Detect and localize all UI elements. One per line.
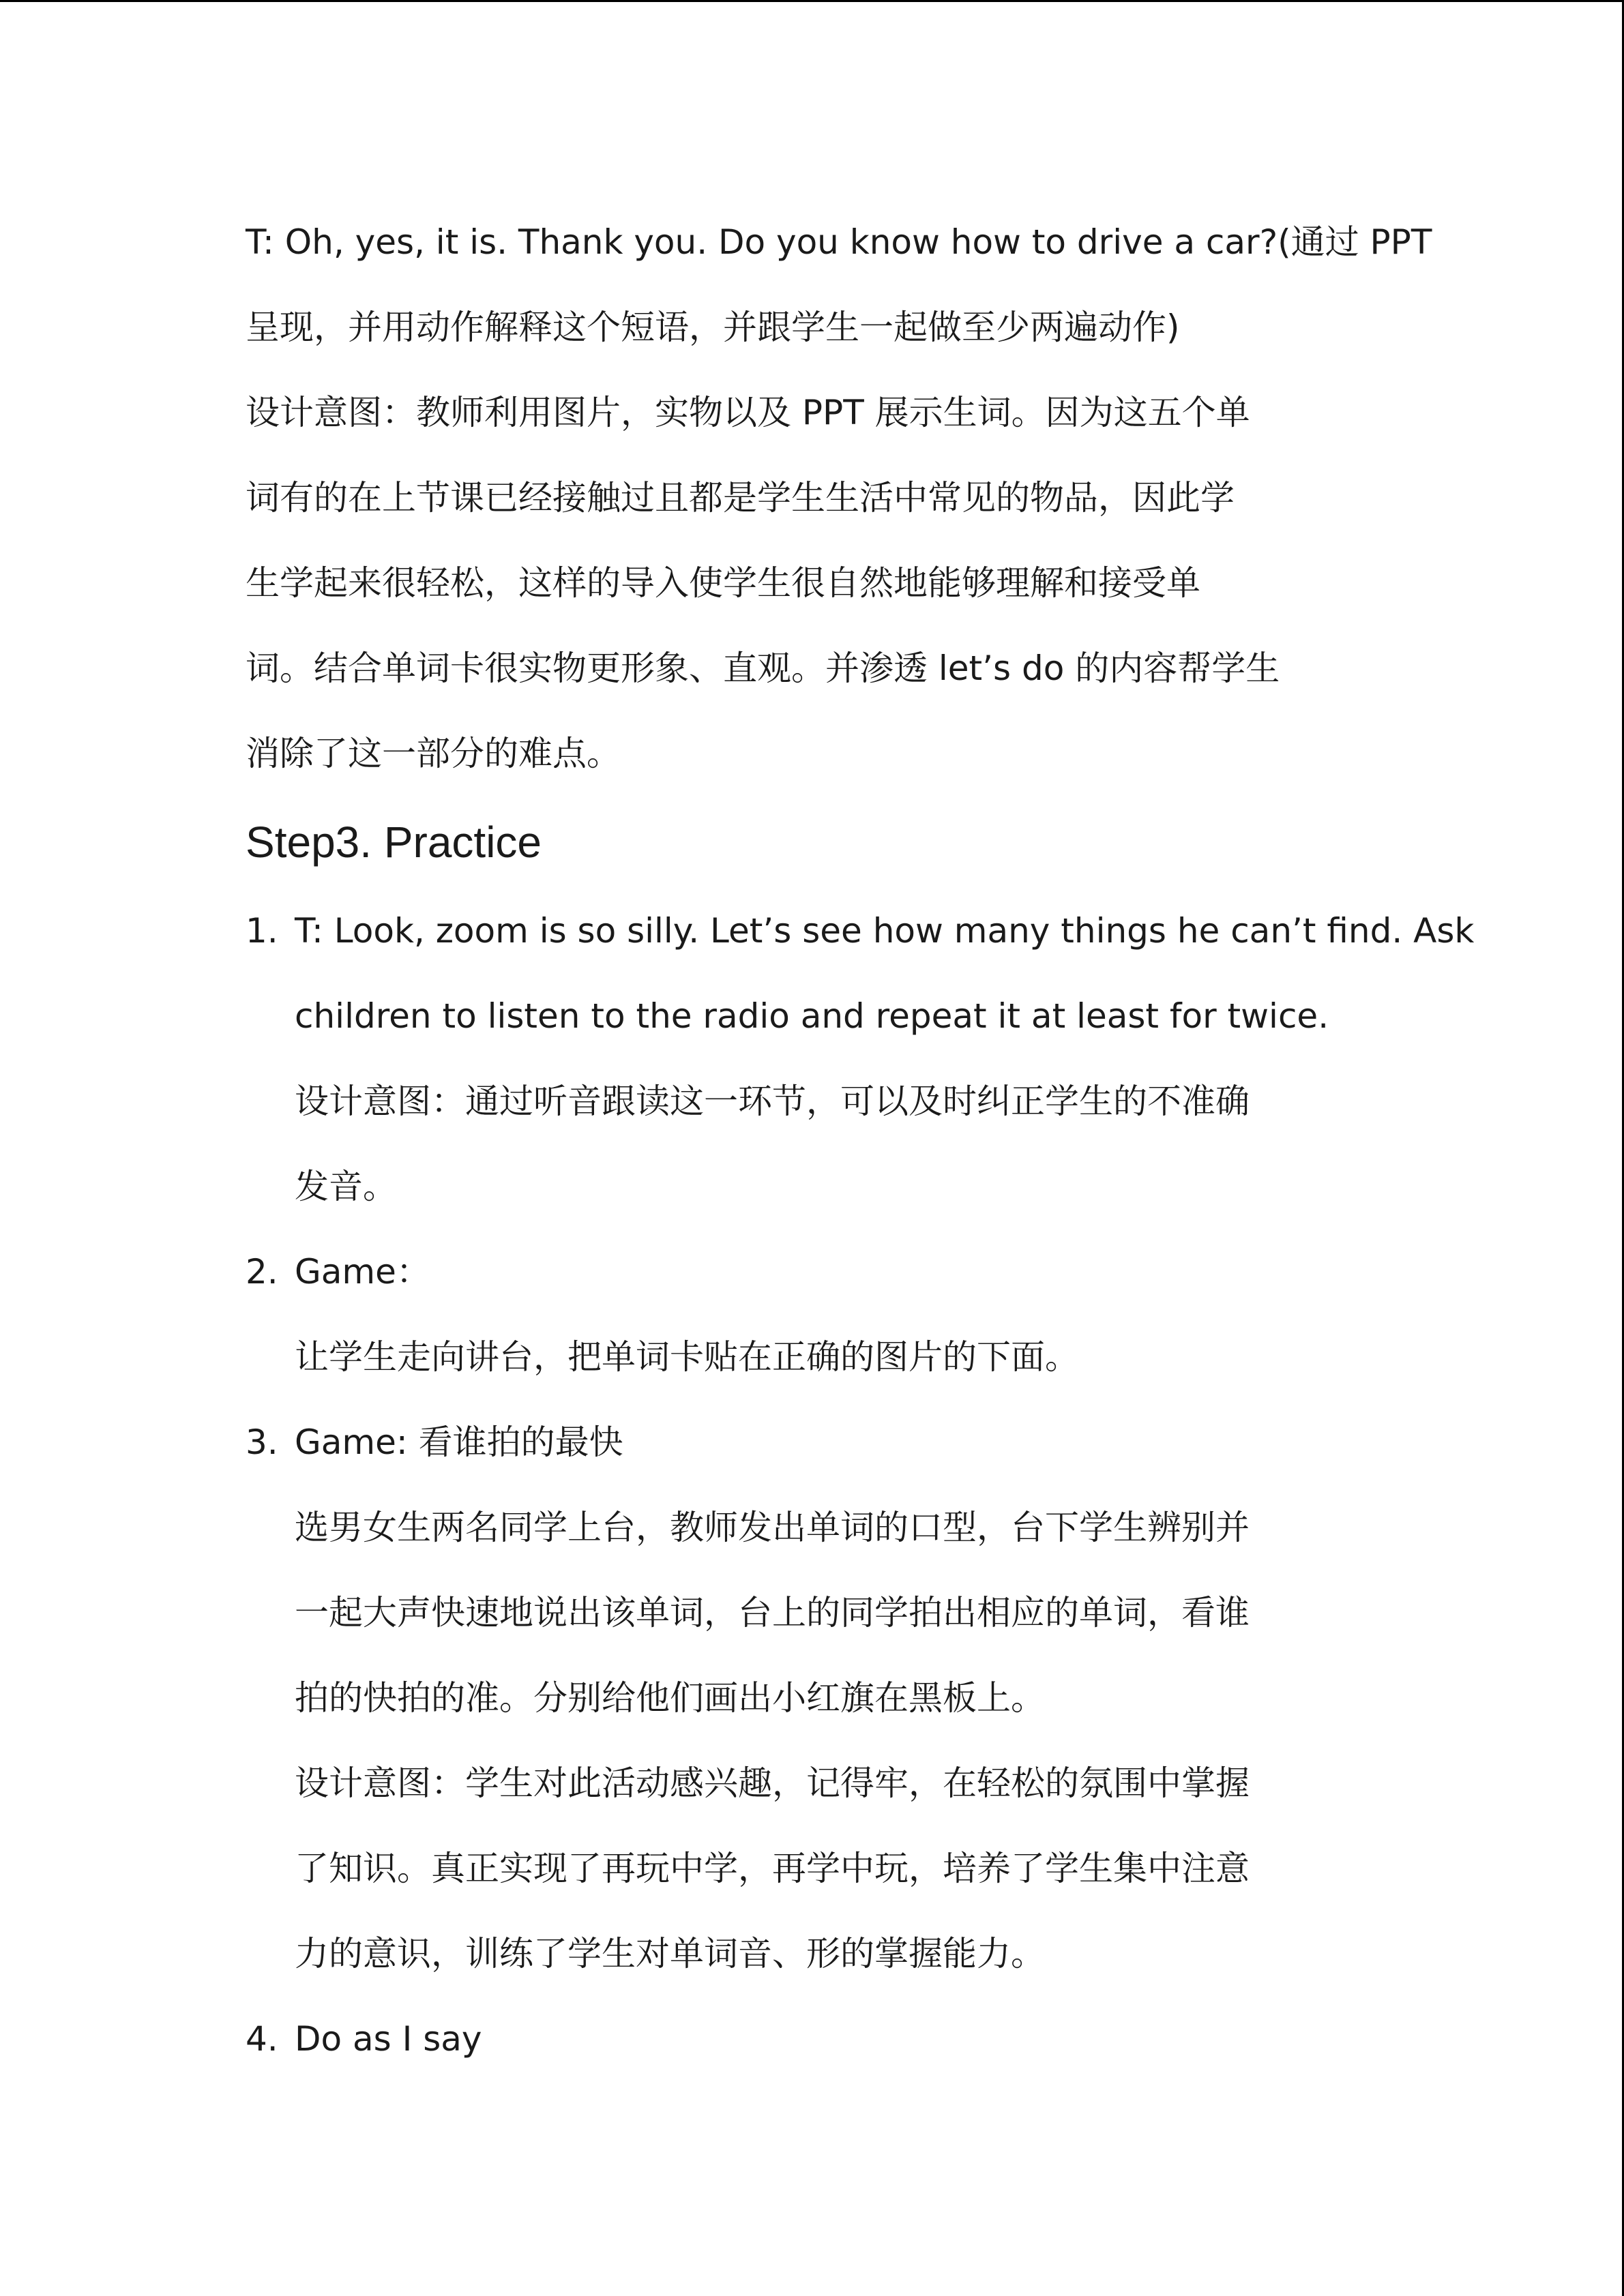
- intro-paragraph: [246, 200, 1432, 796]
- list-number: 1.: [246, 911, 278, 951]
- list-item-3: [246, 1400, 1378, 1997]
- text-line: 词有的在上节课已经接触过且都是学生生活中常见的物品，因此学: [246, 478, 1235, 518]
- text-line: 设计意图：通过听音跟读这一环节，可以及时纠正学生的不准确: [295, 1082, 1250, 1121]
- text-line: T: Oh, yes, it is. Thank you. Do you know how to drive a car?(通过 PPT: [246, 222, 1432, 262]
- list-number: 2.: [246, 1252, 278, 1292]
- document-body: [246, 200, 1475, 2082]
- text-line: 一起大声快速地说出该单词，台上的同学拍出相应的单词，看谁: [295, 1593, 1250, 1632]
- text-line: 消除了这一部分的难点。: [246, 734, 621, 773]
- text-line: 让学生走向讲台，把单词卡贴在正确的图片的下面。: [295, 1337, 1079, 1377]
- text-line: Do as I say: [295, 2019, 482, 2059]
- text-line: Game: 看谁拍的最快: [295, 1422, 623, 1462]
- text-line: 发音。: [295, 1167, 397, 1206]
- text-line: 呈现，并用动作解释这个短语，并跟学生一起做至少两遍动作): [246, 308, 1180, 347]
- list-number: 3.: [246, 1422, 278, 1462]
- text-line: 生学起来很轻松，这样的导入使学生很自然地能够理解和接受单: [246, 563, 1200, 603]
- text-line: 力的意识，训练了学生对单词音、形的掌握能力。: [295, 1934, 1045, 1973]
- list-item-4: [246, 1997, 1378, 2082]
- text-line: 设计意图：学生对此活动感兴趣，记得牢，在轻松的氛围中掌握: [295, 1763, 1250, 1803]
- text-line: 拍的快拍的准。分别给他们画出小红旗在黑板上。: [295, 1678, 1045, 1718]
- text-line: T: Look, zoom is so silly. Let’s see how many things he can’t find. Ask: [295, 911, 1475, 951]
- list-item-2: [246, 1229, 1378, 1400]
- text-line: 词。结合单词卡很实物更形象、直观。并渗透 let’s do 的内容帮学生: [246, 648, 1280, 688]
- list-item-1: [246, 889, 1475, 1229]
- text-line: Game：: [295, 1252, 430, 1292]
- text-line: 选男女生两名同学上台，教师发出单词的口型，台下学生辨别并: [295, 1508, 1250, 1547]
- text-line: 了知识。真正实现了再玩中学，再学中玩，培养了学生集中注意: [295, 1849, 1250, 1888]
- text-line: 设计意图：教师利用图片，实物以及 PPT 展示生词。因为这五个单: [246, 393, 1250, 432]
- text-line: children to listen to the radio and repeat it at least for twice.: [295, 996, 1329, 1036]
- section-heading: Step3. Practice: [246, 818, 542, 867]
- list-number: 4.: [246, 2019, 278, 2059]
